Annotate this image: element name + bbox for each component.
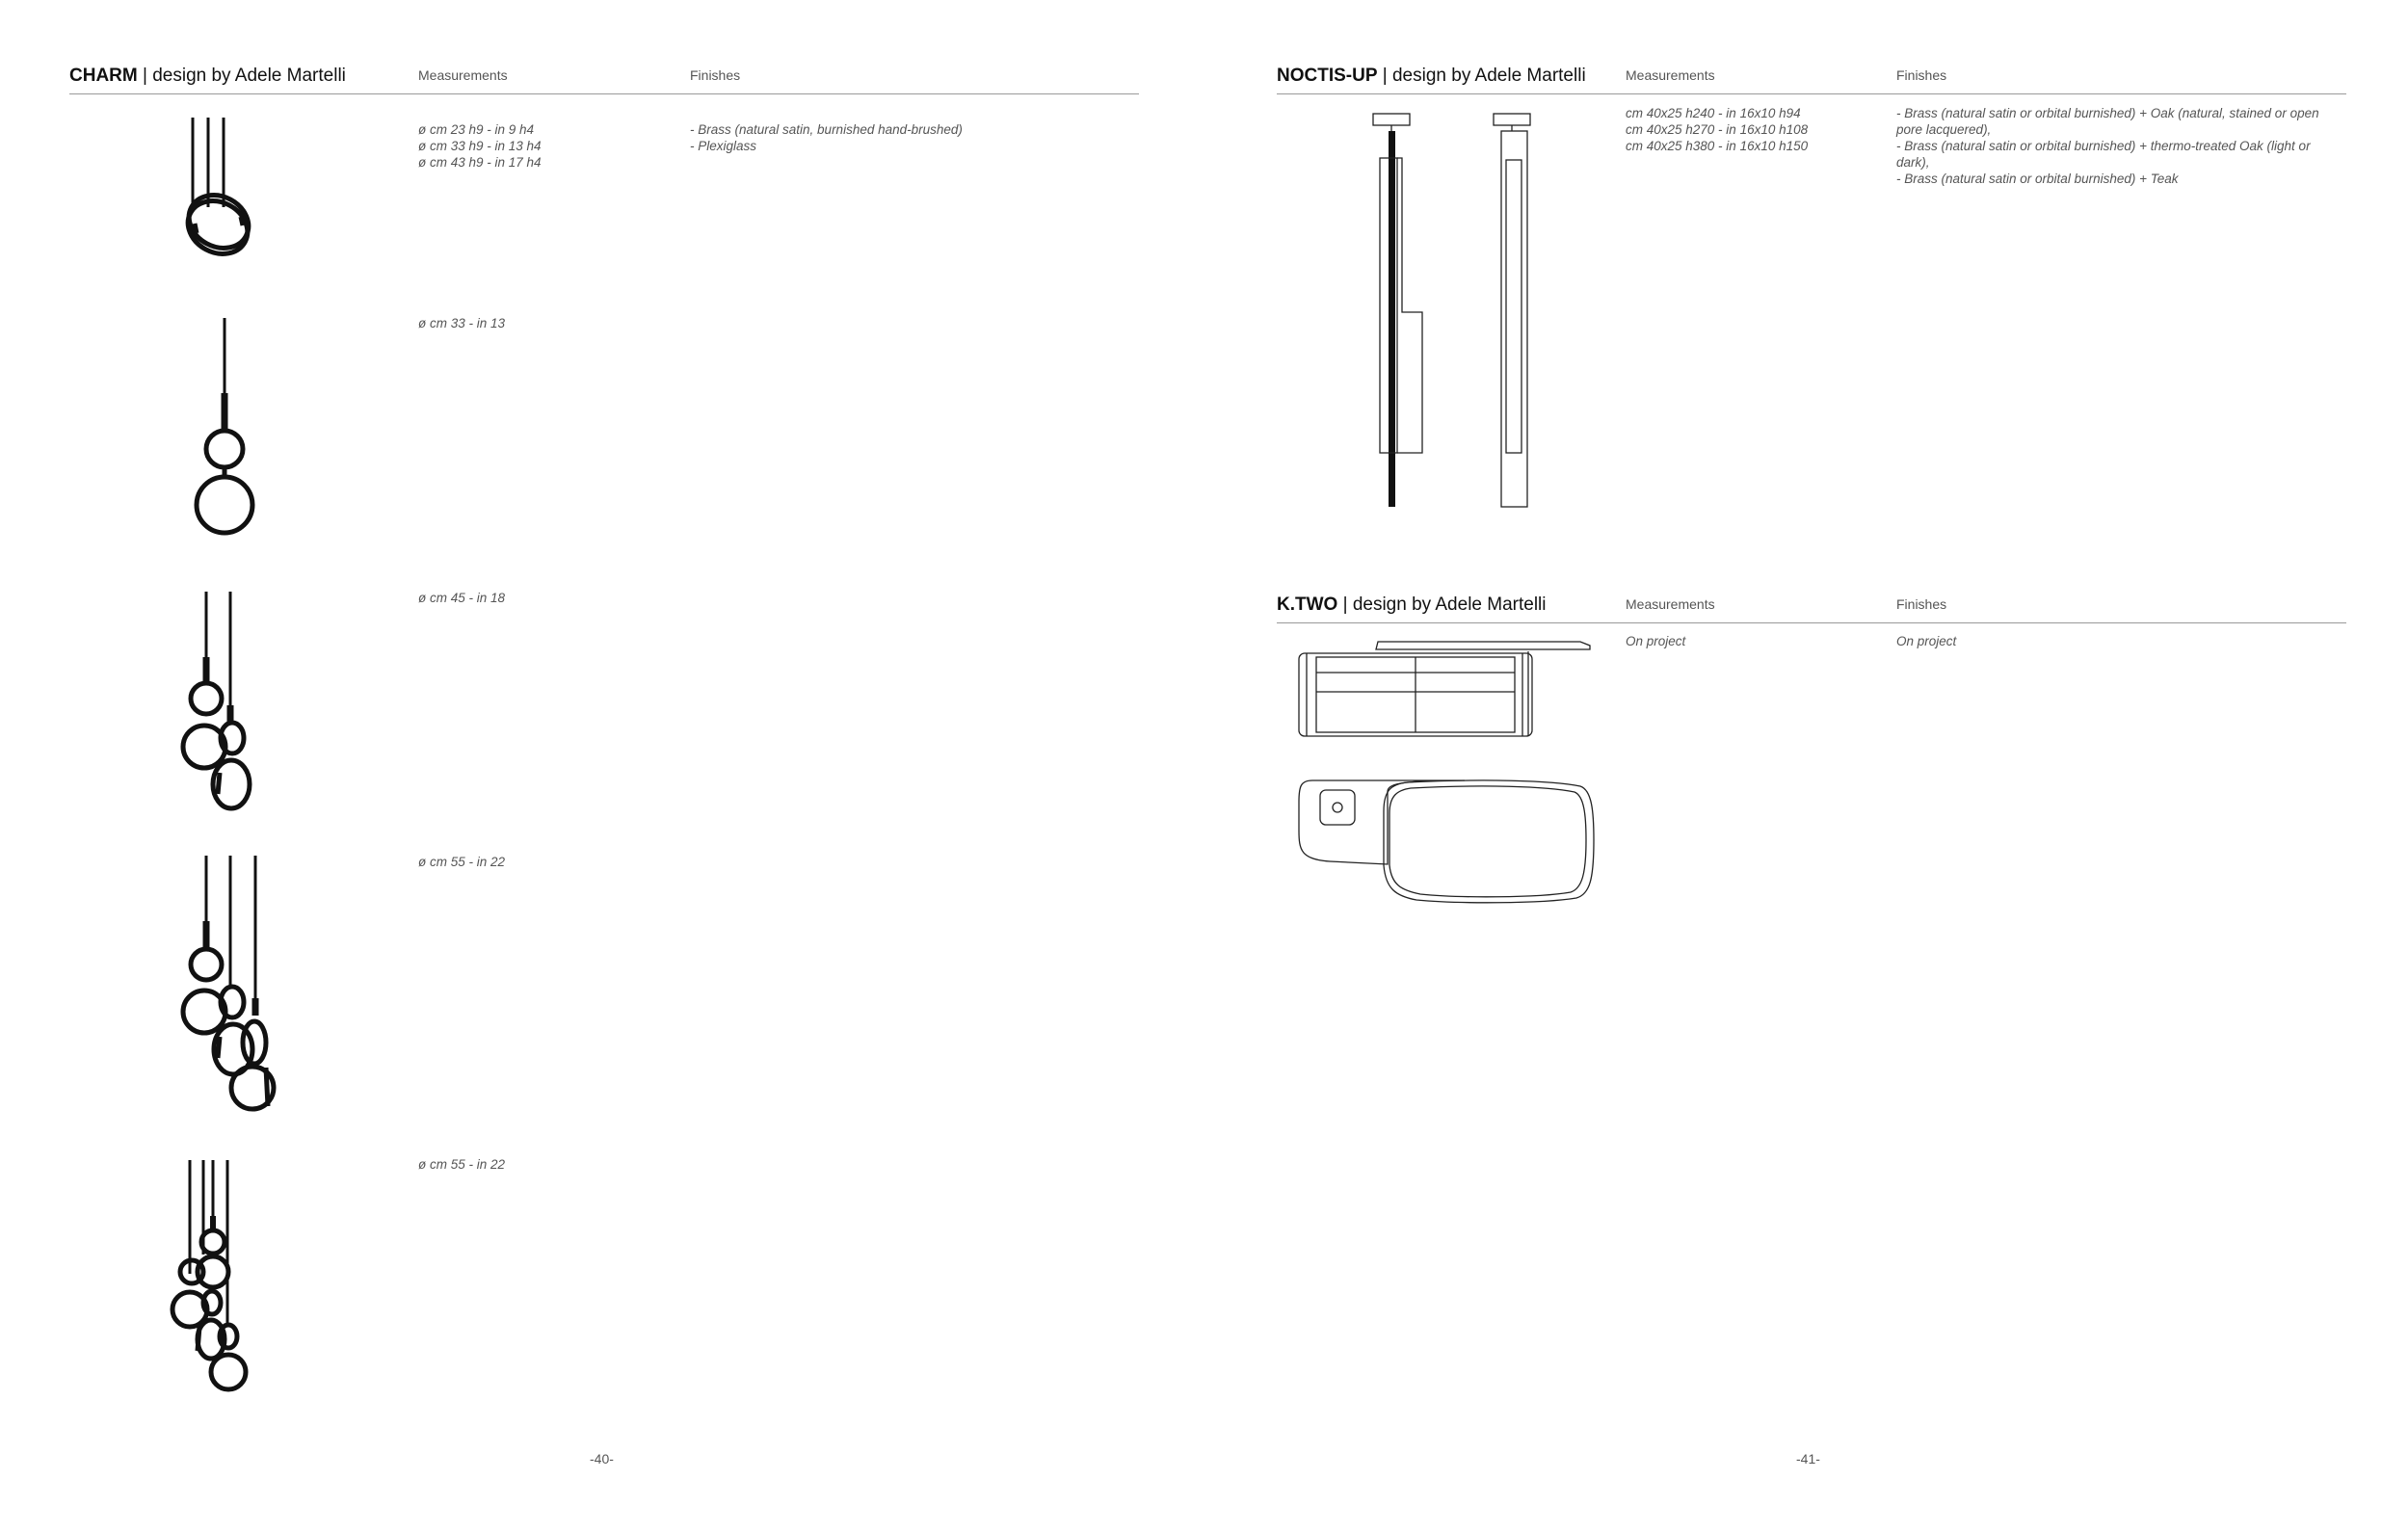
measurement-line: cm 40x25 h270 - in 16x10 h108 xyxy=(1626,122,1809,137)
measurement-line: cm 40x25 h380 - in 16x10 h150 xyxy=(1626,139,1809,153)
product-name: CHARM xyxy=(69,66,138,86)
measurement-line: ø cm 43 h9 - in 17 h4 xyxy=(418,155,542,170)
charm-5-measurements xyxy=(418,1156,505,1173)
header-divider xyxy=(69,93,1139,94)
measurement-line: cm 40x25 h240 - in 16x10 h94 xyxy=(1626,106,1801,120)
designer-credit: | design by Adele Martelli xyxy=(1377,66,1586,86)
page-number-right: -41- xyxy=(1796,1451,1820,1466)
measurement-line: ø cm 55 - in 22 xyxy=(418,1157,506,1172)
finishes-heading: Finishes xyxy=(690,67,741,83)
finish-line: - Brass (natural satin or orbital burnished) + thermo-treated Oak (light or dark), xyxy=(1896,139,2311,170)
noctis-header xyxy=(1277,66,1586,87)
noctis-finishes xyxy=(1896,105,2340,187)
header-divider xyxy=(1277,93,2346,94)
measurement-line: ø cm 33 - in 13 xyxy=(418,316,506,330)
measurements-heading: Measurements xyxy=(418,67,508,83)
finish-line: - Brass (natural satin or orbital burnished) + Teak xyxy=(1896,172,2179,186)
charm-4-measurements xyxy=(418,854,505,870)
measurements-heading: Measurements xyxy=(1626,596,1715,612)
measurement-line: ø cm 55 - in 22 xyxy=(418,855,506,869)
charm-4-drawing xyxy=(173,854,289,1123)
designer-credit: | design by Adele Martelli xyxy=(1337,594,1547,615)
finishes-heading: Finishes xyxy=(1896,67,1947,83)
product-name: NOCTIS-UP xyxy=(1277,66,1378,86)
product-name: K.TWO xyxy=(1277,594,1338,615)
noctis-measurements xyxy=(1626,105,1808,154)
ktwo-measurements: On project xyxy=(1626,634,1686,648)
finish-line: - Brass (natural satin or orbital burnished) + Oak (natural, stained or open pore lacquered), xyxy=(1896,106,2319,137)
header-divider xyxy=(1277,622,2346,623)
charm-3-measurements xyxy=(418,590,505,606)
finishes-heading: Finishes xyxy=(1896,596,1947,612)
ktwo-header xyxy=(1277,594,1547,616)
noctis-side-view-drawing xyxy=(1489,112,1547,516)
charm-2-drawing xyxy=(188,316,265,538)
charm-2-measurements xyxy=(418,315,505,331)
finish-line: - Brass (natural satin, burnished hand-brushed) xyxy=(690,122,963,137)
charm-1-drawing xyxy=(173,116,270,260)
charm-5-drawing xyxy=(169,1158,275,1399)
charm-1-finishes xyxy=(690,121,963,154)
designer-credit: | design by Adele Martelli xyxy=(137,66,346,86)
ktwo-top-view-drawing xyxy=(1291,773,1600,912)
ktwo-front-view-drawing xyxy=(1291,638,1600,744)
noctis-front-view-drawing xyxy=(1368,112,1465,516)
finish-line: - Plexiglass xyxy=(690,139,757,153)
measurement-line: ø cm 33 h9 - in 13 h4 xyxy=(418,139,542,153)
charm-header xyxy=(69,66,346,87)
charm-1-measurements xyxy=(418,121,542,171)
ktwo-finishes: On project xyxy=(1896,634,1957,648)
measurement-line: ø cm 23 h9 - in 9 h4 xyxy=(418,122,535,137)
measurement-line: ø cm 45 - in 18 xyxy=(418,591,506,605)
measurements-heading: Measurements xyxy=(1626,67,1715,83)
page-number-left: -40- xyxy=(590,1451,614,1466)
charm-3-drawing xyxy=(173,590,270,821)
